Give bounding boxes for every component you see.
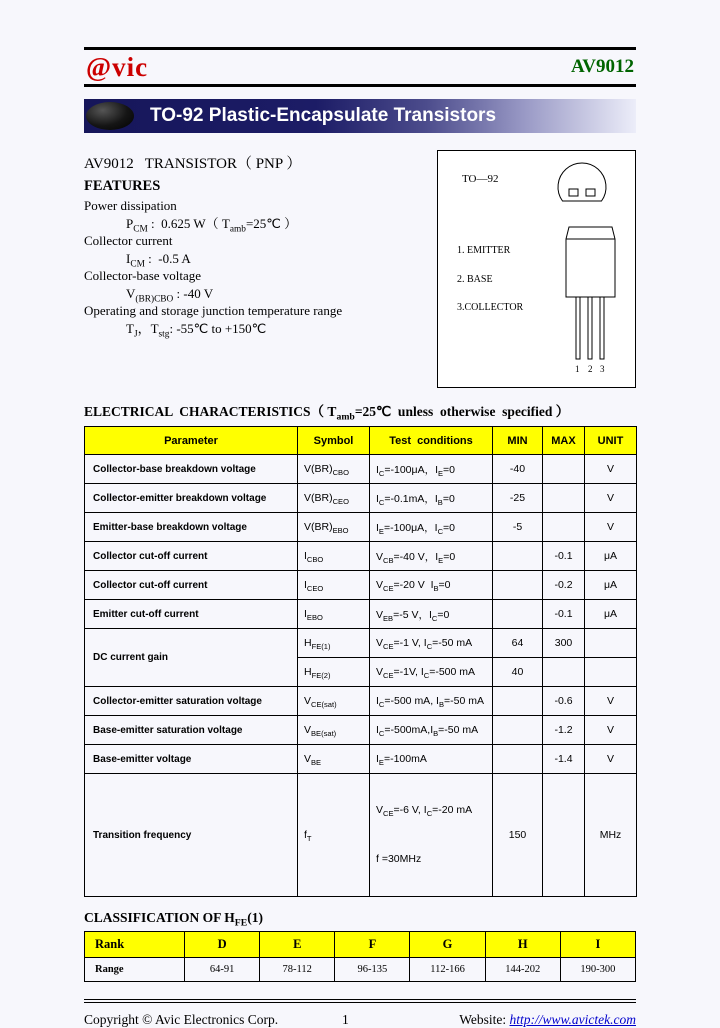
table-row (85, 600, 637, 629)
cell-conditions (370, 774, 493, 897)
cell-max (543, 484, 585, 513)
cell-parameter: Base-emitter voltage (85, 745, 298, 774)
feature-label: Power dissipation (84, 198, 177, 213)
feature-value: $T_J$，$T_{stg}$: -55℃ to +150℃ (126, 320, 267, 340)
table-row (85, 745, 637, 774)
col-header-conditions: Test conditions (370, 427, 493, 455)
cell-conditions: $I_C=-100\mu A$，$I_E=0$ (370, 455, 493, 484)
cell-symbol: $V(BR)_{CBO}$ (298, 455, 370, 484)
condition-line-1: $V_{CE}=-6$ V, $I_C=-20$ mA (376, 804, 473, 819)
range-value: 144-202 (485, 958, 560, 982)
col-header-parameter: Parameter (85, 427, 298, 455)
cell-parameter: Collector-emitter saturation voltage (85, 687, 298, 716)
cell-min: 150 (493, 774, 543, 897)
cell-symbol: $I_{EBO}$ (298, 600, 370, 629)
cell-unit: V (585, 455, 637, 484)
range-value: 112-166 (410, 958, 485, 982)
feature-value: $V_{(BR)CBO}$ : -40 V (126, 285, 214, 305)
table-row (85, 455, 637, 484)
feature-value: $I_{CM}$ : -0.5 A (126, 250, 191, 270)
cell-unit (585, 658, 637, 687)
pin-number-3: 3 (600, 364, 605, 374)
package-diagram-box (437, 150, 636, 388)
feature-label: Collector current (84, 233, 173, 248)
feature-label: Operating and storage junction temperature range (84, 303, 343, 318)
range-label: Range (85, 958, 185, 982)
pin-number-1: 1 (575, 364, 580, 374)
cell-max (543, 774, 585, 897)
rank-grade: F (335, 932, 410, 958)
cell-min (493, 600, 543, 629)
cell-unit: V (585, 687, 637, 716)
cell-unit: μA (585, 571, 637, 600)
cell-parameter: Emitter-base breakdown voltage (85, 513, 298, 542)
cell-parameter: Collector-emitter breakdown voltage (85, 484, 298, 513)
cell-unit (585, 629, 637, 658)
table-row (85, 687, 637, 716)
cell-symbol: $V_{BE}$ (298, 745, 370, 774)
cell-conditions: $I_C=-0.1mA$，$I_B=0$ (370, 484, 493, 513)
cell-parameter: Collector cut-off current (85, 542, 298, 571)
table-row (85, 513, 637, 542)
device-title: AV9012 TRANSISTOR（ PNP ） (84, 156, 302, 172)
pin-label-base: 2. BASE (457, 274, 493, 285)
electrical-characteristics-table (84, 426, 637, 897)
range-value: 64-91 (185, 958, 260, 982)
features-column (84, 150, 429, 390)
cell-conditions: $V_{CE}=-1$ V, $I_C=-50$ mA (370, 629, 493, 658)
footer (84, 1012, 636, 1028)
col-header-unit: UNIT (585, 427, 637, 455)
cell-min: -25 (493, 484, 543, 513)
base-lead (588, 297, 592, 359)
emitter-lead (576, 297, 580, 359)
cell-max: 300 (543, 629, 585, 658)
cell-min: 40 (493, 658, 543, 687)
cell-conditions: $V_{CE}=-1V$, $I_C=-500$ mA (370, 658, 493, 687)
feature-label: Collector-base voltage (84, 268, 202, 283)
rank-grade: D (185, 932, 260, 958)
cell-parameter: DC current gain (85, 629, 298, 687)
electrical-characteristics-heading: ELECTRICAL CHARACTERISTICS（ $T_{amb}=25℃$ unless otherwise specified ） (84, 404, 570, 423)
collector-lead (600, 297, 604, 359)
masthead (84, 50, 636, 84)
part-number: AV9012 (571, 56, 634, 77)
cell-max (543, 513, 585, 542)
range-value: 78-112 (260, 958, 335, 982)
cell-min (493, 542, 543, 571)
cell-min (493, 571, 543, 600)
condition-line-2: f =30MHz (376, 853, 422, 865)
cell-max: -0.1 (543, 542, 585, 571)
table-row (85, 716, 637, 745)
table-row (85, 629, 637, 658)
cell-min (493, 716, 543, 745)
table-row (85, 484, 637, 513)
cell-max: -0.1 (543, 600, 585, 629)
overview-section (84, 150, 636, 390)
cell-min: 64 (493, 629, 543, 658)
cell-parameter: Collector cut-off current (85, 571, 298, 600)
col-header-max: MAX (543, 427, 585, 455)
cell-conditions: $V_{CB}=-40$ V，$I_E=0$ (370, 542, 493, 571)
to92-top-view (558, 163, 606, 201)
rank-grade: G (410, 932, 485, 958)
cell-unit: V (585, 484, 637, 513)
cell-parameter: Base-emitter saturation voltage (85, 716, 298, 745)
classification-range-row (85, 958, 636, 982)
pin-label-collector: 3.COLLECTOR (457, 302, 524, 313)
copyright-text: Copyright © Avic Electronics Corp. (84, 1012, 279, 1027)
cell-parameter: Collector-base breakdown voltage (85, 455, 298, 484)
cell-max (543, 455, 585, 484)
rank-label: Rank (85, 932, 185, 958)
cell-symbol: $V(BR)_{EBO}$ (298, 513, 370, 542)
cell-max: -0.2 (543, 571, 585, 600)
feature-value: $P_{CM}$ : 0.625 W（ $T_{amb}=25℃$ ） (126, 215, 298, 235)
cell-parameter: Emitter cut-off current (85, 600, 298, 629)
brand-logo: @vic (86, 51, 149, 82)
cell-min (493, 745, 543, 774)
classification-header-row (85, 932, 636, 958)
banner-title: TO-92 Plastic-Encapsulate Transistors (150, 105, 497, 126)
rank-grade: H (485, 932, 560, 958)
page-number: 1 (342, 1012, 349, 1027)
cell-conditions: $I_C=-500mA,I_B=-50$ mA (370, 716, 493, 745)
cell-symbol: $V_{CE(sat)}$ (298, 687, 370, 716)
banner-ellipse-decoration (86, 102, 134, 130)
website-link[interactable]: http://www.avictek.com (509, 1012, 636, 1027)
cell-conditions: $I_E=-100mA$ (370, 745, 493, 774)
cell-symbol: $V_{BE(sat)}$ (298, 716, 370, 745)
cell-max: -1.2 (543, 716, 585, 745)
website-label: Website: (459, 1012, 510, 1027)
footer-rule (84, 999, 636, 1003)
cell-unit: μA (585, 600, 637, 629)
cell-conditions: $V_{EB}=-5$ V，$I_C=0$ (370, 600, 493, 629)
cell-unit: V (585, 513, 637, 542)
classification-heading: CLASSIFICATION OF $H_{FE}(1)$ (84, 910, 263, 929)
rank-grade: I (560, 932, 635, 958)
pin-label-emitter: 1. EMITTER (457, 245, 511, 256)
cell-max: -0.6 (543, 687, 585, 716)
cell-symbol: $I_{CBO}$ (298, 542, 370, 571)
col-header-symbol: Symbol (298, 427, 370, 455)
cell-unit: V (585, 716, 637, 745)
features-heading: FEATURES (84, 178, 161, 194)
cell-conditions: $I_E=-100\mu A$，$I_C=0$ (370, 513, 493, 542)
rank-grade: E (260, 932, 335, 958)
cell-min: -5 (493, 513, 543, 542)
cell-symbol: $H_{FE(2)}$ (298, 658, 370, 687)
pin-number-2: 2 (588, 364, 593, 374)
cell-symbol: $I_{CEO}$ (298, 571, 370, 600)
cell-unit: μA (585, 542, 637, 571)
cell-conditions: $I_C=-500$ mA, $I_B=-50$ mA (370, 687, 493, 716)
to92-package-drawing (438, 151, 635, 387)
col-header-min: MIN (493, 427, 543, 455)
website-line (459, 1012, 636, 1028)
range-value: 190-300 (560, 958, 635, 982)
hfe-classification-table (84, 931, 636, 982)
cell-parameter: Transition frequency (85, 774, 298, 897)
cell-conditions: $V_{CE}=-20$ V $I_B=0$ (370, 571, 493, 600)
cell-max: -1.4 (543, 745, 585, 774)
cell-min: -40 (493, 455, 543, 484)
masthead-rule (84, 84, 636, 87)
range-value: 96-135 (335, 958, 410, 982)
table-row (85, 542, 637, 571)
cell-unit: V (585, 745, 637, 774)
to92-front-view (566, 227, 615, 359)
cell-symbol: $H_{FE(1)}$ (298, 629, 370, 658)
cell-unit: MHz (585, 774, 637, 897)
table-header-row (85, 427, 637, 455)
cell-symbol: $f_T$ (298, 774, 370, 897)
cell-max (543, 658, 585, 687)
table-row (85, 571, 637, 600)
cell-symbol: $V(BR)_{CEO}$ (298, 484, 370, 513)
table-row (85, 774, 637, 897)
package-type-label: TO—92 (462, 173, 499, 185)
title-banner (84, 99, 636, 133)
cell-min (493, 687, 543, 716)
